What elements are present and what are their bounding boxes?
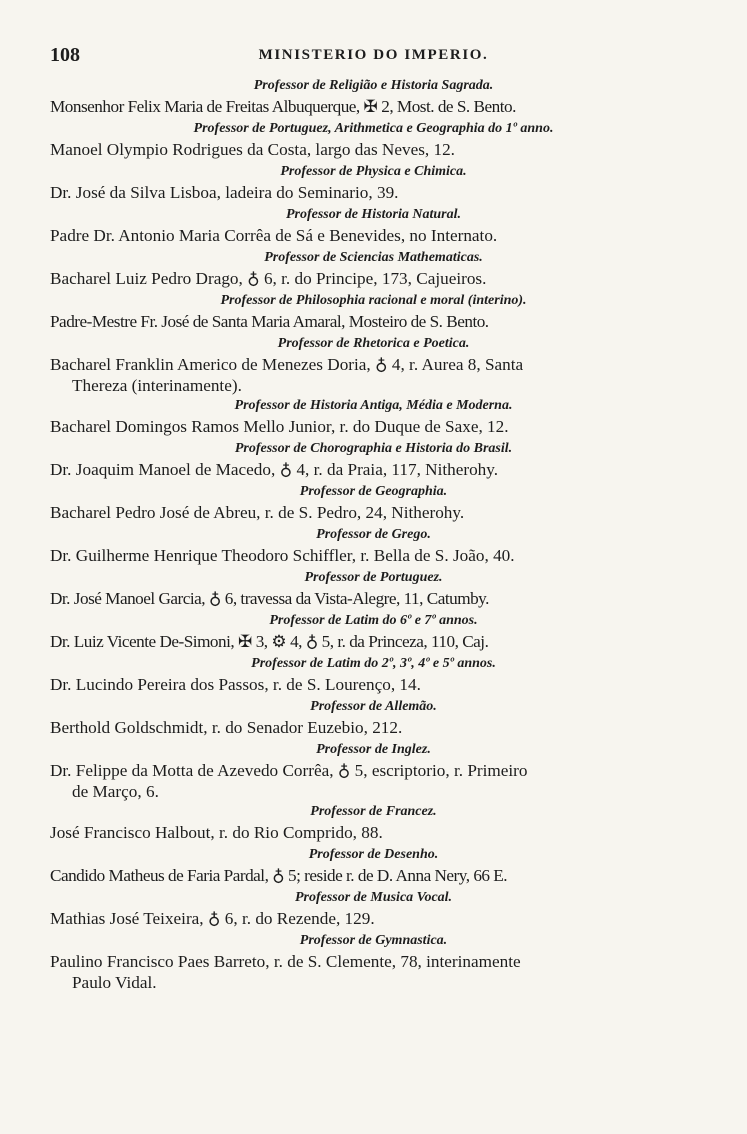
staff-entry-line: Dr. Felippe da Motta de Azevedo Corrêa, ♁ 5, escriptorio, r. Primeiro [50, 761, 528, 780]
running-title: MINISTERIO DO IMPERIO. [258, 47, 489, 63]
role-heading: Professor de Rhetorica e Poetica. [277, 336, 470, 351]
staff-entry: Berthold Goldschmidt, r. do Senador Euzebio, 212. [50, 718, 403, 737]
staff-entry: Dr. Guilherme Henrique Theodoro Schiffler, r. Bella de S. João, 40. [50, 546, 515, 565]
role-heading: Professor de Allemão. [310, 699, 437, 714]
staff-list [50, 76, 697, 993]
role-heading: Professor de Historia Antiga, Média e Moderna. [234, 398, 513, 413]
staff-entry-line: Bacharel Franklin Americo de Menezes Doria, ♁ 4, r. Aurea 8, Santa [50, 355, 524, 374]
role-heading: Professor de Latim do 2º, 3º, 4º e 5º annos. [251, 656, 496, 671]
role-heading: Professor de Grego. [316, 527, 431, 542]
staff-entry-line: Paulino Francisco Paes Barreto, r. de S. Clemente, 78, interinamente [50, 952, 521, 971]
staff-entry: Candido Matheus de Faria Pardal, ♁ 5; reside r. de D. Anna Nery, 66 E. [50, 866, 508, 885]
staff-entry: Dr. Joaquim Manoel de Macedo, ♁ 4, r. da Praia, 117, Nitherohy. [50, 460, 499, 479]
staff-entry: Dr. Luiz Vicente De-Simoni, ✠ 3, ⚙ 4, ♁ 5, r. da Princeza, 110, Caj. [50, 632, 489, 651]
role-heading: Professor de Musica Vocal. [294, 890, 453, 905]
staff-entry [50, 951, 697, 993]
staff-entry-continuation: Thereza (interinamente). [72, 376, 242, 395]
role-heading: Professor de Religião e Historia Sagrada. [253, 78, 494, 93]
staff-entry: Bacharel Pedro José de Abreu, r. de S. Pedro, 24, Nitherohy. [50, 503, 465, 522]
staff-entry: Monsenhor Felix Maria de Freitas Albuquerque, ✠ 2, Most. de S. Bento. [50, 97, 516, 116]
role-heading: Professor de Philosophia racional e moral (interino). [220, 293, 527, 308]
role-heading: Professor de Francez. [310, 804, 437, 819]
staff-entry: Mathias José Teixeira, ♁ 6, r. do Rezende, 129. [50, 909, 375, 928]
staff-entry: Bacharel Luiz Pedro Drago, ♁ 6, r. do Principe, 173, Cajueiros. [50, 269, 487, 288]
role-heading: Professor de Portuguez, Arithmetica e Geographia do 1º anno. [193, 121, 554, 136]
staff-entry: Dr. Lucindo Pereira dos Passos, r. de S. Lourenço, 14. [50, 675, 421, 694]
role-heading: Professor de Sciencias Mathematicas. [264, 250, 483, 265]
page-number: 108 [50, 44, 80, 66]
staff-entry: José Francisco Halbout, r. do Rio Comprido, 88. [50, 823, 383, 842]
staff-entry: Manoel Olympio Rodrigues da Costa, largo das Neves, 12. [50, 140, 455, 159]
staff-entry: Dr. José da Silva Lisboa, ladeira do Seminario, 39. [50, 183, 399, 202]
staff-entry [50, 760, 697, 802]
role-heading: Professor de Physica e Chimica. [280, 164, 467, 179]
staff-entry: Padre Dr. Antonio Maria Corrêa de Sá e Benevides, no Internato. [50, 226, 498, 245]
role-heading: Professor de Inglez. [316, 742, 431, 757]
staff-entry: Padre-Mestre Fr. José de Santa Maria Amaral, Mosteiro de S. Bento. [50, 312, 489, 331]
role-heading: Professor de Latim do 6º e 7º annos. [269, 613, 478, 628]
role-heading: Professor de Gymnastica. [299, 933, 448, 948]
staff-entry-continuation: Paulo Vidal. [72, 973, 157, 992]
staff-entry: Bacharel Domingos Ramos Mello Junior, r. do Duque de Saxe, 12. [50, 417, 509, 436]
staff-entry: Dr. José Manoel Garcia, ♁ 6, travessa da Vista-Alegre, 11, Catumby. [50, 589, 489, 608]
staff-entry [50, 354, 697, 396]
role-heading: Professor de Historia Natural. [285, 207, 461, 222]
staff-entry-continuation: de Março, 6. [72, 782, 159, 801]
role-heading: Professor de Geographia. [299, 484, 448, 499]
role-heading: Professor de Portuguez. [304, 570, 443, 585]
role-heading: Professor de Chorographia e Historia do Brasil. [234, 441, 513, 456]
role-heading: Professor de Desenho. [308, 847, 439, 862]
page-header [50, 44, 697, 70]
